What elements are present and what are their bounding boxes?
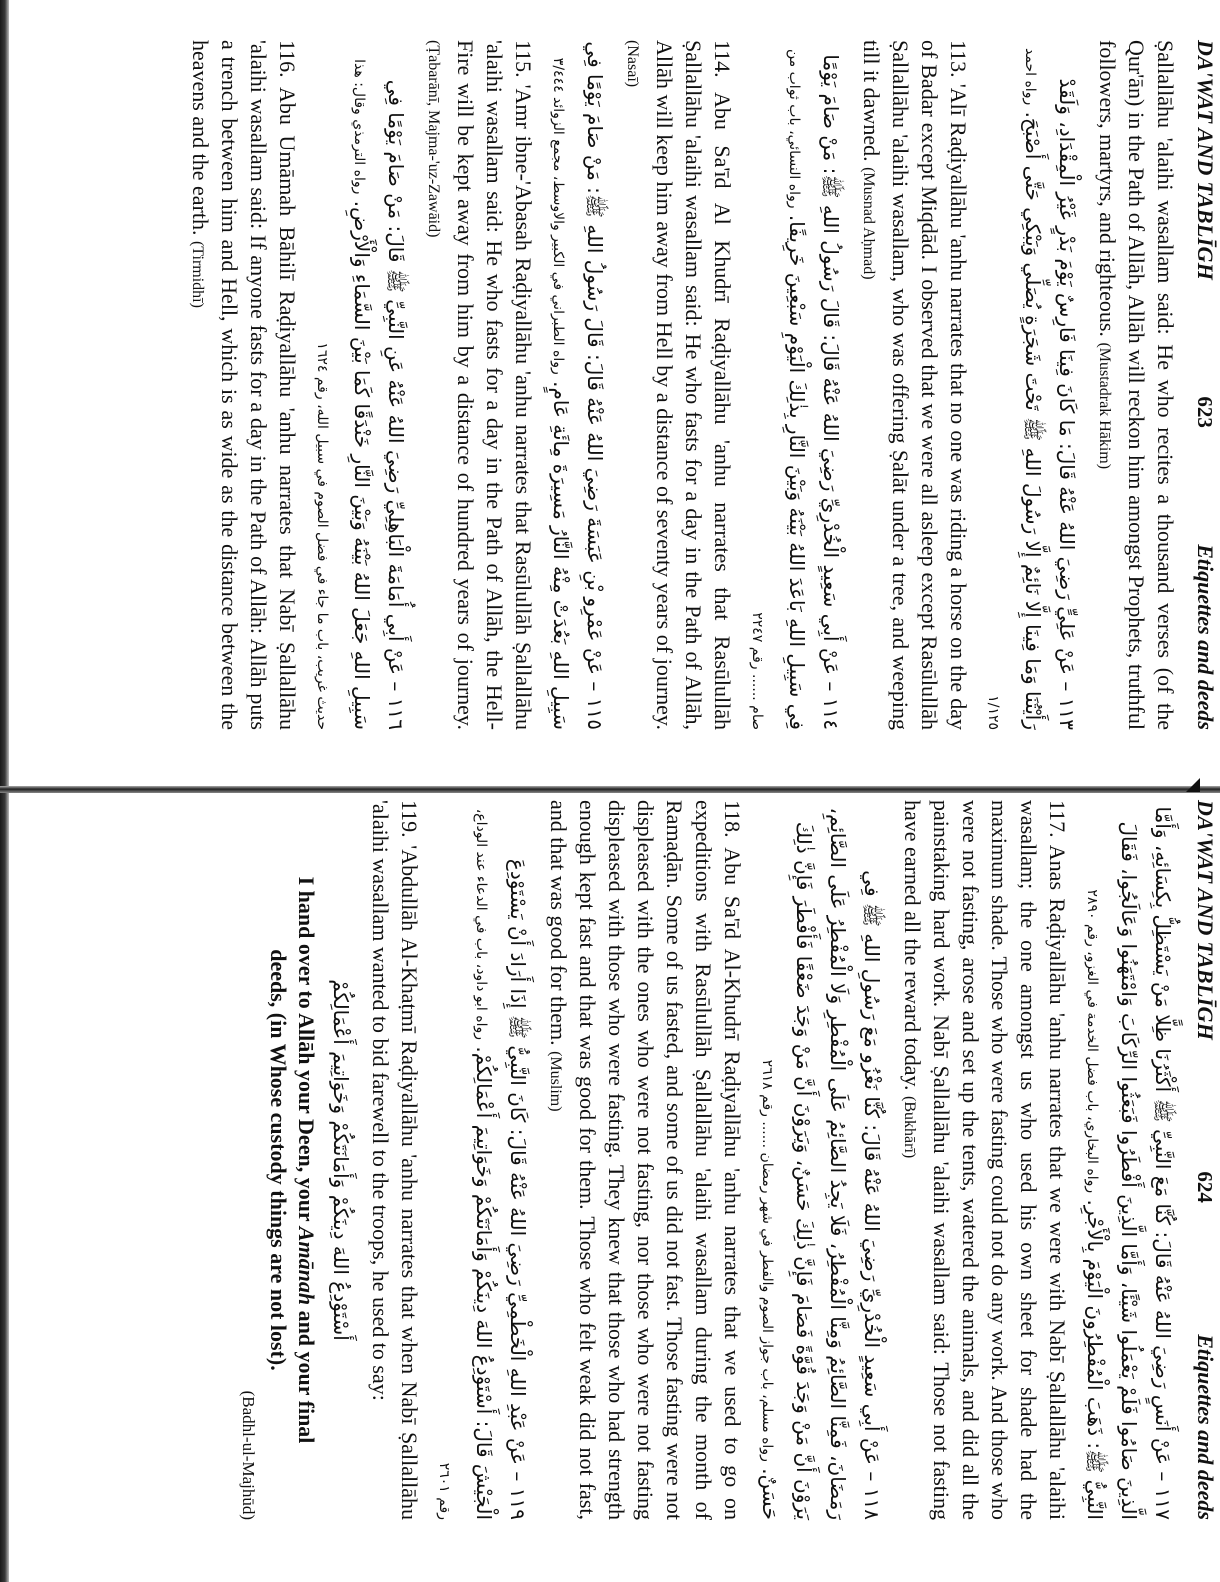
hadith-113-arabic bbox=[976, 40, 1084, 730]
opening-source: (Mustadrak Hākim) bbox=[1096, 342, 1113, 470]
translation-text: 114. Abu Sa'īd Al Khudrī Raḍiyallāhu 'anhu narrates that Rasūlullāh Ṣallallāhu 'alaihi wasallam said: He who fasts for a day in the Path of Allāh, Allāh will keep him away from Hell by a distance of seventy years of journey. bbox=[652, 40, 735, 730]
hadith-117-translation bbox=[895, 800, 1072, 1520]
hadith-119-arabic bbox=[427, 800, 535, 1520]
dua-translation-part: and your final deeds, (in Whose custody things are not lost). bbox=[266, 949, 319, 1444]
arabic-text: ١١٦ – عَنْ أَبِي أُمَامَةَ الْبَاهِلِيِّ رَضِيَ اللهُ عَنْهُ عَنِ النَّبِيِّ ﷺ قَالَ: مَنْ صَامَ يَوْمًا فِي سَبِيلِ اللهِ جَعَلَ اللهُ بَيْنَهُ وَبَيْنَ النَّارِ خَنْدَقًا كَمَا بَيْنَ السَّمَاءِ وَالْأَرْضِ. bbox=[350, 79, 408, 730]
arabic-reference: رواه احمد ١/١٢٥ bbox=[985, 48, 1038, 730]
hadith-source: (Bukhārī) bbox=[901, 1096, 918, 1159]
hadith-source: (Ṭabarānī, Majma-'uz-Zawāid) bbox=[425, 40, 442, 238]
arabic-text: ١١٥ – عَنْ عَمْرِو بْنِ عَبَسَةَ رَضِيَ اللهُ عَنْهُ قَالَ: قَالَ رَسُولُ اللهِ ﷺ: مَنْ صَامَ يَوْمًا فِي سَبِيلِ اللهِ بَعُدَتْ مِنْهُ النَّارُ مَسِيرَةَ مِائَةِ عَامٍ. bbox=[549, 41, 607, 730]
hadith-116-translation bbox=[183, 40, 302, 730]
opening-text: Ṣallallāhu 'alaihi wasallam said: He who recites a thousand verses (of the Qur'ān) in the Path of Allāh, Allāh will reckon him amongst Prophets, truthful followers, martyrs, and righteous. bbox=[1095, 40, 1178, 730]
arabic-reference: رواه الترمذي وقال: هذا حديث غريب، باب ما جاء في فضل الصوم في سبيل الله، رقم ١٦٢٤ bbox=[314, 59, 367, 730]
gutter-corner-mark bbox=[1186, 778, 1200, 792]
translation-text: 117. Anas Raḍiyallāhu 'anhu narrates that we were with Nabī Ṣallallāhu 'alaihi wasallam; the one amongst us who used his own sheet for shade had the maximum shade. Those who were fasting could not do any work. And those who were not fasting, arose and set up the tents, watered the animals, and did all the painstaking hard work. Nabī Ṣallallāhu 'alaihi wasallam said: Those not fasting have earned all the reward today. bbox=[900, 800, 1070, 1520]
hadith-118-arabic bbox=[750, 800, 889, 1520]
page-header bbox=[1192, 800, 1218, 1520]
translation-text: 116. Abu Umāmah Bāhilī Raḍiyallāhu 'anhu narrates that Nabī Ṣallallāhu 'alaihi wasallam said: If anyone fasts for a day in the Path of Allāh: Allāh puts a trench between him and Hell, which is as wide as the distance between the heavens and the earth. bbox=[188, 40, 300, 730]
page-623 bbox=[18, 40, 1218, 775]
hadith-source: (Tirmidhī) bbox=[189, 240, 206, 308]
page-624 bbox=[18, 800, 1218, 1560]
dua-source: (Badhl-ul-Majhūd) bbox=[239, 1390, 258, 1520]
book-title: DA'WAT AND TABLĪGH bbox=[1193, 800, 1218, 1041]
hadith-118-translation bbox=[541, 800, 747, 1520]
hadith-source: (Musnad Aḥmad) bbox=[860, 167, 877, 280]
translation-text: 118. Abu Sa'īd Al-Khudrī Raḍiyallāhu 'anhu narrates that we used to go on expeditions with Rasūlullāh Ṣallallāhu 'alaihi wasallam during the month of Ramaḍān. Some of us fasted, and some of us did not fast. Those fasting were not displeased with the ones who were not fasting, nor those who were not fasting displeased with those who were fasting. They knew that those who had strength enough kept fast and that was good for them. Those who felt weak did not fast, and that was good for them. bbox=[546, 800, 745, 1520]
page-623-content bbox=[103, 40, 1218, 730]
hadith-117-arabic bbox=[1075, 800, 1180, 1520]
opening-paragraph bbox=[1090, 40, 1180, 730]
hadith-115-translation bbox=[419, 40, 538, 730]
translation-text: 115. 'Amr ibne-'Abasah Raḍiyallāhu 'anhu narrates that Rasūlullāh Ṣallallāhu 'alaihi wasallam said: He who fasts for a day in the Path of Allāh, the Hell-Fire will be kept away from him by a distance of hundred years of journey. bbox=[453, 40, 536, 730]
hadith-115-arabic bbox=[541, 40, 612, 730]
dua-translation-part: I hand over to Allāh your Deen, your bbox=[294, 876, 319, 1227]
page-header bbox=[1192, 40, 1218, 730]
arabic-reference: رواه الطبراني في الكبير والاوسط، مجمع الزوائد ٣/٤٤٤ bbox=[550, 57, 566, 375]
hadith-114-translation bbox=[618, 40, 737, 730]
hadith-source: (Muslim) bbox=[547, 1051, 564, 1112]
section-title: Etiquettes and deeds bbox=[1193, 1334, 1218, 1520]
page-number: 623 bbox=[1193, 396, 1217, 428]
arabic-reference: رواه مسلم، باب جواز الصوم والفطر في شهر رمضان ...... رقم ٢٦١٨ bbox=[759, 1059, 775, 1462]
page-624-content bbox=[103, 800, 1218, 1520]
hadith-114-arabic bbox=[740, 40, 848, 730]
arabic-text: ١١٣ – عَنْ عَلِيٍّ رَضِيَ اللهُ عَنْهُ قَالَ: مَا كَانَ فِينَا فَارِسٌ يَوْمَ بَدْرٍ غَيْرُ الْمِقْدَادِ، وَلَقَدْ رَأَيْتُنَا وَمَا فِينَا إِلَّا نَائِمٌ إِلَّا رَسُولَ اللهِ ﷺ تَحْتَ شَجَرَةٍ يُصَلِّي وَيَبْكِي حَتَّى أَصْبَحَ. bbox=[1021, 78, 1079, 730]
arabic-reference: رواه البخاري، باب فضل الخدمة في الغزو، رقم ٢٨٩٠ bbox=[1084, 889, 1100, 1194]
arabic-reference: رواه ابو داود، باب في الدعاء عند الوداع، رقم ٢٦٠١ bbox=[436, 808, 489, 1520]
dua-translation-emphasis: Amānah bbox=[294, 1226, 319, 1306]
dua-translation bbox=[264, 800, 320, 1520]
dua-arabic: أَسْتَوْدِعُ اللهَ دِينَكُمْ وَأَمَانَتَكُمْ وَخَوَاتِيمَ أَعْمَالِكُمْ bbox=[329, 979, 353, 1341]
page-number: 624 bbox=[1193, 1171, 1217, 1203]
hadith-113-translation bbox=[854, 40, 973, 730]
translation-text: 119. 'Abdullāh Al-Khaṭmī Raḍiyallāhu 'anhu narrates that when Nabī Ṣallallāhu 'alaihi wasallam wanted to bid farewell to the troops, he used to say: bbox=[368, 800, 422, 1520]
book-gutter-fold bbox=[0, 786, 1220, 793]
book-title: DA'WAT AND TABLĪGH bbox=[1193, 40, 1218, 281]
arabic-text: ١١٨ – عَنْ أَبِي سَعِيدٍ الْخُدْرِيِّ رَضِيَ اللهُ عَنْهُ قَالَ: كُنَّا نَغْزُو مَعَ رَسُولِ اللهِ ﷺ فِي رَمَضَانَ، فَمِنَّا الصَّائِمُ وَمِنَّا الْمُفْطِرُ، فَلَا يَجِدُ الصَّائِمُ عَلَى الْمُفْطِرِ وَلَا الْمُفْطِرُ عَلَى الصَّائِمِ، يَرَوْنَ أَنَّ مَنْ وَجَدَ قُوَّةً فَصَامَ فَإِنَّ ذٰلِكَ حَسَنٌ، وَيَرَوْنَ أَنَّ مَنْ وَجَدَ ضَعْفًا فَأَفْطَرَ فَإِنَّ ذٰلِكَ حَسَنٌ. bbox=[758, 807, 884, 1520]
arabic-text: ١١٧ – عَنْ أَنَسٍ رَضِيَ اللهُ عَنْهُ قَالَ: كُنَّا مَعَ النَّبِيِّ ﷺ أَكْثَرُنَا ظِلًّا مَنْ يَسْتَظِلُّ بِكِسَائِهِ، وَأَمَّا الَّذِينَ صَامُوا فَلَمْ يَعْمَلُوا شَيْئًا، وَأَمَّا الَّذِينَ أَفْطَرُوا فَبَعَثُوا الرِّكَابَ وَامْتَهَنُوا وَعَالَجُوا، فَقَالَ النَّبِيُّ ﷺ: ذَهَبَ الْمُفْطِرُونَ الْيَوْمَ بِالْأَجْرِ. bbox=[1083, 806, 1175, 1520]
translation-text: 113. 'Alī Raḍiyallāhu 'anhu narrates that no one was riding a horse on the day of Badar except Miqdād. I observed that we were all asleep except Rasūlullāh Ṣallallāhu 'alaihi wasallam, who was offering Ṣalāt under a tree, and weeping till it dawned. bbox=[859, 40, 971, 730]
section-title: Etiquettes and deeds bbox=[1193, 544, 1218, 730]
hadith-119-translation bbox=[366, 800, 424, 1520]
hadith-source: (Nasaī) bbox=[624, 40, 641, 88]
arabic-text: ١١٩ – عَنْ عَبْدِ اللهِ الْخَطْمِيِّ رَضِيَ اللهُ عَنْهُ قَالَ: كَانَ النَّبِيُّ ﷺ إِذَا أَرَادَ أَنْ يَسْتَوْدِعَ الْجَيْشَ قَالَ: أَسْتَوْدِعُ اللهَ دِينَكُمْ وَأَمَانَتَكُمْ وَخَوَاتِيمَ أَعْمَالِكُمْ. bbox=[472, 858, 530, 1520]
hadith-116-arabic bbox=[305, 40, 413, 730]
arabic-text: ١١٤ – عَنْ أَبِي سَعِيدٍ الْخُدْرِيِّ رَضِيَ اللهُ عَنْهُ قَالَ: قَالَ رَسُولُ اللهِ ﷺ: مَنْ صَامَ يَوْمًا فِي سَبِيلِ اللهِ بَاعَدَ اللهُ بَيْنَهُ وَبَيْنَ النَّارِ بِذٰلِكَ الْيَوْمِ سَبْعِينَ خَرِيفًا. bbox=[785, 54, 843, 730]
arabic-reference: رواه النسائي، باب ثواب من صام ...... رقم ٢٢٤٧ bbox=[749, 49, 802, 730]
